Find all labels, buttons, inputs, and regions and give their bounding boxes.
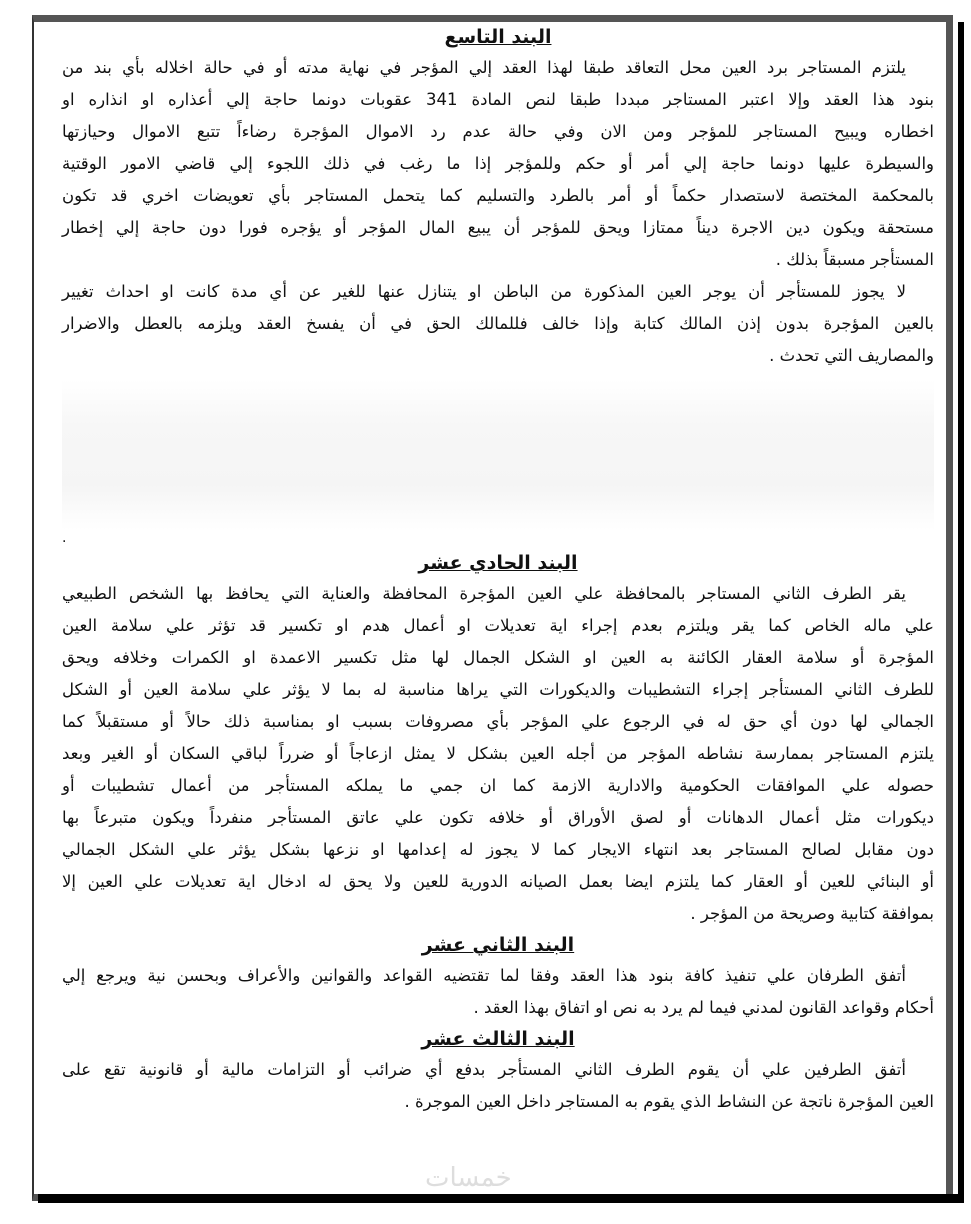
clause-13 — [62, 1024, 934, 1118]
text-line: لا يجوز للمستأجر أن يوجر العين المذكورة من الباطن او يتنازل عنها للغير عن أي مدة كانت او احداث تغيير — [62, 282, 906, 301]
clause-paragraph — [62, 52, 934, 276]
frame-shadow-bottom — [38, 1194, 964, 1203]
document-page — [62, 22, 934, 1118]
text-line: ديكورات مثل أعمال الدهانات أو لصق الأوراق أو خلافه تكون علي عاتق المستأجر منفرداً ويكون متبرعاً بها — [62, 808, 934, 827]
text-line: المؤجرة أو سلامة العقار الكائنة به العين او الشكل الجمال لها مثل تكسير الاعمدة او الكمرات وخلافه ويحق — [62, 648, 934, 667]
clause-heading: البند الحادي عشر — [418, 552, 578, 574]
text-line: بالمحكمة المختصة لاستصدار حكماً أو أمر بالطرد والتسليم كما يتحمل المستاجر بأي تعويضات اخري قد تكون — [62, 186, 934, 205]
clause-paragraph — [62, 1054, 934, 1118]
clause-heading: البند الثالث عشر — [421, 1028, 575, 1050]
text-line: العين المؤجرة ناتجة عن النشاط الذي يقوم به المستاجر داخل العين الموجرة . — [404, 1092, 934, 1111]
clause-11 — [62, 548, 934, 930]
text-line: أتفق الطرفين علي أن يقوم الطرف الثاني المستأجر بدفع أي ضرائب أو التزامات مالية أو قانونية تقع على — [62, 1060, 906, 1079]
clause-heading: البند الثاني عشر — [421, 934, 575, 956]
text-line: للطرف الثاني المستأجر إجراء التشطيبات والديكورات التي يراها مناسبة له بما لا يؤثر علي سلامة العين أو الشكل — [62, 680, 934, 699]
text-line: يلتزم المستاجر برد العين محل التعاقد طبقا لهذا العقد إلي المؤجر في نهاية مدته أو في حالة اخلاله بأي بند من — [62, 58, 906, 77]
text-line: يقر الطرف الثاني المستاجر بالمحافظة علي العين المؤجرة المحافظة والعناية التي يحافظ بها الشخص الطبيعي — [62, 584, 906, 603]
clause-heading: البند التاسع — [444, 26, 552, 48]
text-line: بموافقة كتابية وصريحة من المؤجر . — [690, 904, 934, 923]
text-line: دون مقابل لصالح المستاجر بعد انتهاء الايجار كما لا يجوز له إعدامها او نزعها بشكل يؤثر علي الشكل الجمالي — [62, 840, 934, 859]
text-line: اخطاره ويبيح المستاجر للمؤجر ومن الان وفي حالة عدم رد الاموال المؤجرة رضاءاً تتبع الاموال وحيازتها — [62, 122, 934, 141]
watermark-logo: خمسات — [425, 1163, 512, 1193]
text-line: بالعين المؤجرة بدون إذن المالك كتابة وإذا خالف فللمالك الحق في أن يفسخ العقد ويلزمه بالعطل والاضرار — [62, 314, 934, 333]
text-line: والسيطرة عليها دونما حاجة إلي أمر أو حكم وللمؤجر إذا ما رغب في ذلك اللجوء إلي قاضي الامور الوقتية — [62, 154, 934, 173]
text-line: المستأجر مسبقاً بذلك . — [775, 250, 934, 269]
text-line: علي ماله الخاص كما يقر ويلتزم بعدم إجراء اية تعديلات او أعمال هدم او تكسير قد تؤثر علي سلامة العين — [62, 616, 934, 635]
clause-12 — [62, 930, 934, 1024]
blurred-blank-area — [62, 380, 934, 530]
frame-shadow-right — [958, 22, 964, 1202]
text-line: مستحقة ويكون دين الاجرة ديناً ممتازا ويحق للمؤجر أن يبيع المال المؤجر أو يؤجره فورا دون حاجة إلي إخطار — [62, 218, 934, 237]
clause-paragraph — [62, 578, 934, 930]
clause-9 — [62, 22, 934, 372]
stray-mark: . — [62, 530, 67, 546]
text-line: أتفق الطرفان علي تنفيذ كافة بنود هذا العقد وفقا لما تقتضيه القواعد والقوانين والأعراف وبحسن نية ويرجع إلي — [62, 966, 906, 985]
text-line: أو البنائي للعين أو العقار كما يلتزم ايضا بعمل الصيانه الدورية للعين ولا يحق له ادخال اية تعديلات علي العين إلا — [62, 872, 934, 891]
text-line: أحكام وقواعد القانون لمدني فيما لم يرد به نص او اتفاق بهذا العقد . — [473, 998, 934, 1017]
clause-paragraph — [62, 960, 934, 1024]
text-line: بنود هذا العقد وإلا اعتبر المستاجر مبددا طبقا لنص المادة 341 عقوبات دونما حاجة إلي أعذاره او انذاره او — [62, 90, 934, 109]
text-line: حصوله علي الموافقات الحكومية والادارية الازمة كما ان جمي ما يملكه المستأجر من أعمال تشطيبات أو — [62, 776, 934, 795]
text-line: والمصاريف التي تحدث . — [769, 346, 934, 365]
text-line: الجمالي لها دون أي حق له في الرجوع علي المؤجر بأي مصروفات بسبب او بمناسبة ذلك حالاً أو مستقبلاً كما — [62, 712, 934, 731]
text-line: يلتزم المستاجر بممارسة نشاطه المؤجر من أجله العين بشكل لا يمثل ازعاجاً أو ضرراً لباقي السكان أو الغير وبعد — [62, 744, 934, 763]
clause-paragraph — [62, 276, 934, 372]
